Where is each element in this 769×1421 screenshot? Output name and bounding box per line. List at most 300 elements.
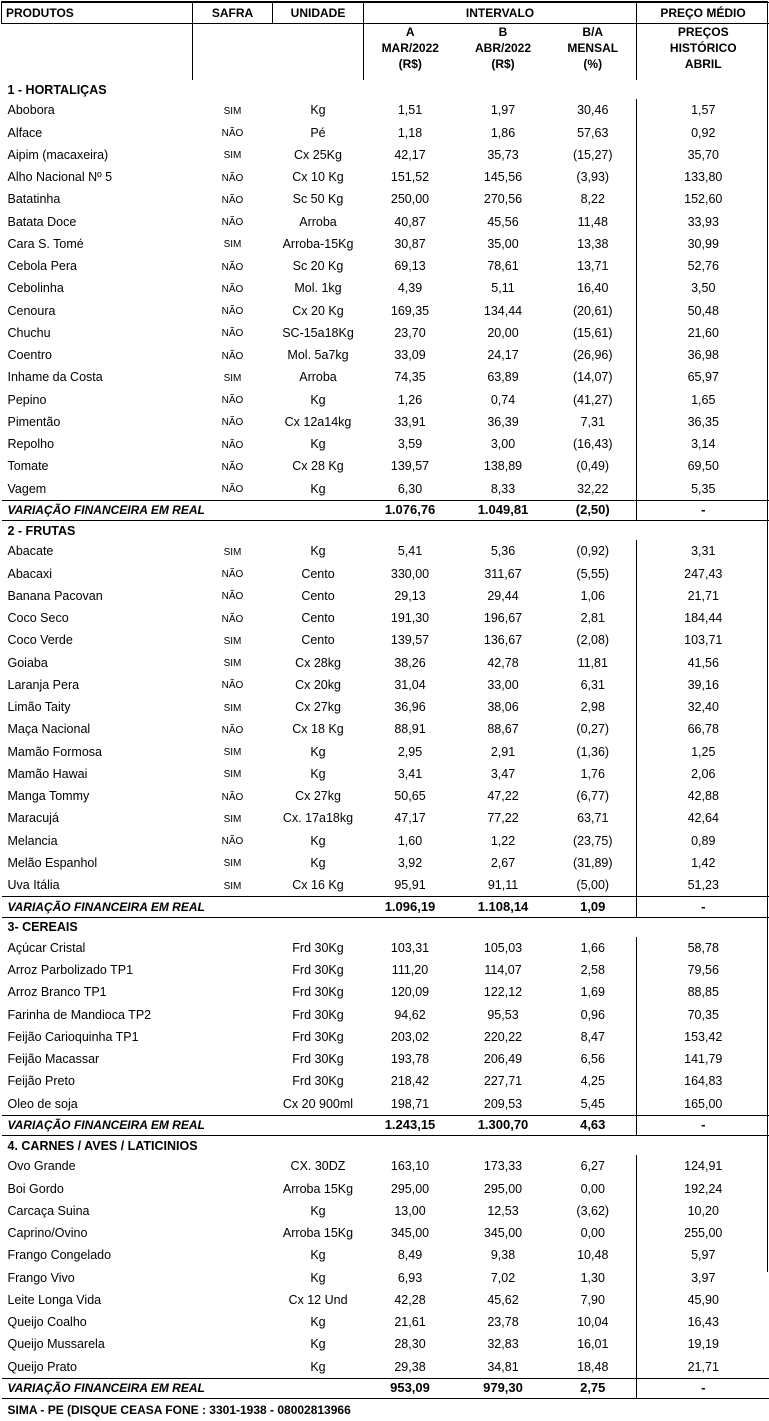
product-name: Maracujá — [2, 807, 193, 829]
safra-value: SIM — [193, 144, 273, 166]
unit-value: Kg — [273, 1200, 364, 1222]
unit-value: Cento — [273, 629, 364, 651]
subheader-a-line2: MAR/2022 — [364, 40, 457, 56]
price-b: 0,74 — [457, 389, 550, 411]
table-row — [2, 1222, 769, 1244]
price-a: 3,92 — [364, 852, 457, 874]
section-title: 4. CARNES / AVES / LATICINIOS — [2, 1136, 769, 1156]
unit-value: Kg — [273, 1244, 364, 1266]
price-b: 29,44 — [457, 585, 550, 607]
variation-ba: 2,81 — [550, 607, 637, 629]
header-row — [2, 3, 769, 24]
variation-ba: (23,75) — [550, 830, 637, 852]
price-b: 45,56 — [457, 211, 550, 233]
historic-price: 79,56 — [637, 959, 769, 981]
variation-ba: 30,46 — [550, 99, 637, 121]
historic-price: 2,06 — [637, 763, 769, 785]
variation-ba: 5,45 — [550, 1093, 637, 1116]
total-b: 979,30 — [457, 1378, 550, 1398]
price-a: 193,78 — [364, 1048, 457, 1070]
table-row — [2, 1155, 769, 1177]
price-a: 30,87 — [364, 233, 457, 255]
variation-ba: 13,38 — [550, 233, 637, 255]
unit-value: Frd 30Kg — [273, 959, 364, 981]
price-b: 5,36 — [457, 540, 550, 562]
historic-price: 36,98 — [637, 344, 769, 366]
table-row — [2, 674, 769, 696]
price-a: 163,10 — [364, 1155, 457, 1177]
safra-value — [193, 1004, 273, 1026]
price-a: 5,41 — [364, 540, 457, 562]
table-row — [2, 607, 769, 629]
unit-value: Cx 18 Kg — [273, 718, 364, 740]
price-b: 33,00 — [457, 674, 550, 696]
price-b: 63,89 — [457, 366, 550, 388]
price-a: 50,65 — [364, 785, 457, 807]
safra-value: NÃO — [193, 344, 273, 366]
price-a: 42,28 — [364, 1289, 457, 1311]
variation-ba: 63,71 — [550, 807, 637, 829]
product-name: Feijão Carioquinha TP1 — [2, 1026, 193, 1048]
unit-value: Cx 27kg — [273, 696, 364, 718]
unit-value: Kg — [273, 1311, 364, 1333]
variation-ba: (20,61) — [550, 300, 637, 322]
historic-price: 39,16 — [637, 674, 769, 696]
price-a: 218,42 — [364, 1070, 457, 1092]
table-row — [2, 959, 769, 981]
price-a: 6,30 — [364, 478, 457, 501]
product-name: Abobora — [2, 99, 193, 121]
header-intervalo: INTERVALO — [364, 3, 637, 24]
table-row — [2, 166, 769, 188]
subheader-a — [364, 24, 457, 81]
price-b: 77,22 — [457, 807, 550, 829]
product-name: Feijão Macassar — [2, 1048, 193, 1070]
unit-value: Kg — [273, 1333, 364, 1355]
price-b: 35,73 — [457, 144, 550, 166]
price-b: 295,00 — [457, 1178, 550, 1200]
unit-value: Kg — [273, 478, 364, 501]
safra-value: NÃO — [193, 433, 273, 455]
price-a: 33,09 — [364, 344, 457, 366]
product-name: Boi Gordo — [2, 1178, 193, 1200]
subheader-ba — [550, 24, 637, 81]
price-table — [1, 2, 769, 1421]
safra-value: NÃO — [193, 411, 273, 433]
price-a: 250,00 — [364, 188, 457, 210]
historic-price: 103,71 — [637, 629, 769, 651]
product-name: Vagem — [2, 478, 193, 501]
table-row — [2, 389, 769, 411]
safra-value: SIM — [193, 874, 273, 897]
price-b: 38,06 — [457, 696, 550, 718]
safra-value — [193, 937, 273, 959]
price-b: 9,38 — [457, 1244, 550, 1266]
historic-price: 124,91 — [637, 1155, 769, 1177]
unit-value: Cx 20 Kg — [273, 300, 364, 322]
table-row — [2, 937, 769, 959]
product-name: Batata Doce — [2, 211, 193, 233]
table-row — [2, 763, 769, 785]
product-name: Manga Tommy — [2, 785, 193, 807]
product-name: Mamão Hawai — [2, 763, 193, 785]
product-name: Queijo Coalho — [2, 1311, 193, 1333]
price-a: 29,38 — [364, 1356, 457, 1379]
variation-ba: 1,30 — [550, 1267, 637, 1289]
historic-price: 35,70 — [637, 144, 769, 166]
subheader-hist-line1: PREÇOS — [637, 24, 769, 40]
total-label: VARIAÇÃO FINANCEIRA EM REAL — [2, 897, 364, 917]
product-name: Feijão Preto — [2, 1070, 193, 1092]
price-a: 103,31 — [364, 937, 457, 959]
safra-value: SIM — [193, 763, 273, 785]
table-row — [2, 411, 769, 433]
unit-value: Cx 28kg — [273, 652, 364, 674]
price-a: 3,59 — [364, 433, 457, 455]
unit-value: Kg — [273, 540, 364, 562]
safra-value: NÃO — [193, 674, 273, 696]
safra-value: NÃO — [193, 277, 273, 299]
price-a: 8,49 — [364, 1244, 457, 1266]
historic-price: 32,40 — [637, 696, 769, 718]
price-b: 45,62 — [457, 1289, 550, 1311]
price-b: 227,71 — [457, 1070, 550, 1092]
table-row — [2, 233, 769, 255]
price-a: 198,71 — [364, 1093, 457, 1116]
product-name: Alho Nacional Nº 5 — [2, 166, 193, 188]
unit-value: Kg — [273, 1267, 364, 1289]
historic-price: 192,24 — [637, 1178, 769, 1200]
price-a: 21,61 — [364, 1311, 457, 1333]
historic-price: 16,43 — [637, 1311, 769, 1333]
total-ba: 1,09 — [550, 897, 637, 917]
product-name: Arroz Branco TP1 — [2, 981, 193, 1003]
total-ba: 4,63 — [550, 1115, 637, 1135]
total-ba: (2,50) — [550, 500, 637, 520]
price-b: 196,67 — [457, 607, 550, 629]
historic-price: 65,97 — [637, 366, 769, 388]
historic-price: 133,80 — [637, 166, 769, 188]
price-a: 1,26 — [364, 389, 457, 411]
table-row — [2, 1004, 769, 1026]
safra-value — [193, 1267, 273, 1289]
product-name: Melão Espanhol — [2, 852, 193, 874]
historic-price: 21,71 — [637, 585, 769, 607]
table-row — [2, 874, 769, 897]
product-name: Cara S. Tomé — [2, 233, 193, 255]
product-name: Banana Pacovan — [2, 585, 193, 607]
safra-value: NÃO — [193, 211, 273, 233]
historic-price: 21,71 — [637, 1356, 769, 1379]
historic-price: 30,99 — [637, 233, 769, 255]
safra-value — [193, 1244, 273, 1266]
historic-price: 69,50 — [637, 455, 769, 477]
historic-price: 19,19 — [637, 1333, 769, 1355]
product-name: Aipim (macaxeira) — [2, 144, 193, 166]
variation-ba: 8,47 — [550, 1026, 637, 1048]
table-row — [2, 718, 769, 740]
price-b: 32,83 — [457, 1333, 550, 1355]
table-row — [2, 122, 769, 144]
safra-value: SIM — [193, 629, 273, 651]
price-b: 138,89 — [457, 455, 550, 477]
variation-ba: (31,89) — [550, 852, 637, 874]
price-a: 120,09 — [364, 981, 457, 1003]
historic-price: 0,89 — [637, 830, 769, 852]
price-a: 23,70 — [364, 322, 457, 344]
variation-ba: 6,31 — [550, 674, 637, 696]
table-row — [2, 852, 769, 874]
price-a: 330,00 — [364, 563, 457, 585]
variation-ba: (2,08) — [550, 629, 637, 651]
price-a: 13,00 — [364, 1200, 457, 1222]
unit-value: Frd 30Kg — [273, 937, 364, 959]
product-name: Frango Congelado — [2, 1244, 193, 1266]
variation-ba: 32,22 — [550, 478, 637, 501]
total-label: VARIAÇÃO FINANCEIRA EM REAL — [2, 1378, 364, 1398]
variation-ba: (0,92) — [550, 540, 637, 562]
unit-value: Sc 50 Kg — [273, 188, 364, 210]
total-label: VARIAÇÃO FINANCEIRA EM REAL — [2, 1115, 364, 1135]
unit-value: Cx 20kg — [273, 674, 364, 696]
product-name: Frango Vivo — [2, 1267, 193, 1289]
unit-value: Cx 20 900ml — [273, 1093, 364, 1116]
variation-ba: (5,00) — [550, 874, 637, 897]
table-row — [2, 344, 769, 366]
price-a: 3,41 — [364, 763, 457, 785]
historic-price: 1,25 — [637, 741, 769, 763]
variation-ba: 16,01 — [550, 1333, 637, 1355]
price-a: 191,30 — [364, 607, 457, 629]
historic-price: 3,97 — [637, 1267, 769, 1289]
historic-price: 1,42 — [637, 852, 769, 874]
unit-value: Arroba-15Kg — [273, 233, 364, 255]
safra-value — [193, 1356, 273, 1379]
unit-value: Frd 30Kg — [273, 981, 364, 1003]
unit-value: Sc 20 Kg — [273, 255, 364, 277]
total-b: 1.049,81 — [457, 500, 550, 520]
product-name: Queijo Prato — [2, 1356, 193, 1379]
table-row — [2, 366, 769, 388]
unit-value: Frd 30Kg — [273, 1070, 364, 1092]
unit-value: Kg — [273, 852, 364, 874]
unit-value: Kg — [273, 1356, 364, 1379]
variation-ba: 18,48 — [550, 1356, 637, 1379]
price-a: 139,57 — [364, 455, 457, 477]
subheader-ba-line3: (%) — [550, 56, 637, 72]
price-b: 3,47 — [457, 763, 550, 785]
price-a: 29,13 — [364, 585, 457, 607]
product-name: Cenoura — [2, 300, 193, 322]
table-row — [2, 455, 769, 477]
price-a: 169,35 — [364, 300, 457, 322]
price-a: 36,96 — [364, 696, 457, 718]
table-row — [2, 1093, 769, 1116]
safra-value — [193, 1048, 273, 1070]
safra-value — [193, 1093, 273, 1116]
price-a: 6,93 — [364, 1267, 457, 1289]
historic-price: 5,35 — [637, 478, 769, 501]
unit-value: Cx. 17a18kg — [273, 807, 364, 829]
variation-ba: 4,25 — [550, 1070, 637, 1092]
product-name: Batatinha — [2, 188, 193, 210]
historic-price: 41,56 — [637, 652, 769, 674]
price-b: 2,67 — [457, 852, 550, 874]
variation-ba: 6,27 — [550, 1155, 637, 1177]
table-row — [2, 741, 769, 763]
price-b: 122,12 — [457, 981, 550, 1003]
safra-value — [193, 1200, 273, 1222]
product-name: Inhame da Costa — [2, 366, 193, 388]
total-hist: - — [637, 897, 769, 917]
unit-value: Arroba 15Kg — [273, 1222, 364, 1244]
unit-value: CX. 30DZ — [273, 1155, 364, 1177]
table-row — [2, 585, 769, 607]
historic-price: 141,79 — [637, 1048, 769, 1070]
historic-price: 42,88 — [637, 785, 769, 807]
price-b: 1,97 — [457, 99, 550, 121]
price-a: 139,57 — [364, 629, 457, 651]
section-title-row — [2, 521, 769, 541]
product-name: Abacaxi — [2, 563, 193, 585]
safra-value — [193, 1070, 273, 1092]
table-row — [2, 211, 769, 233]
price-b: 3,00 — [457, 433, 550, 455]
subheader-b-line3: (R$) — [457, 56, 550, 72]
safra-value — [193, 1178, 273, 1200]
historic-price: 42,64 — [637, 807, 769, 829]
variation-ba: 11,81 — [550, 652, 637, 674]
safra-value: SIM — [193, 741, 273, 763]
price-b: 8,33 — [457, 478, 550, 501]
price-a: 47,17 — [364, 807, 457, 829]
product-name: Pimentão — [2, 411, 193, 433]
variation-ba: (41,27) — [550, 389, 637, 411]
table-row — [2, 255, 769, 277]
product-name: Tomate — [2, 455, 193, 477]
variation-ba: 10,04 — [550, 1311, 637, 1333]
variation-ba: (16,43) — [550, 433, 637, 455]
section-title-row — [2, 80, 769, 99]
price-a: 345,00 — [364, 1222, 457, 1244]
unit-value: Cx 16 Kg — [273, 874, 364, 897]
price-b: 105,03 — [457, 937, 550, 959]
unit-value: Mol. 1kg — [273, 277, 364, 299]
total-b: 1.108,14 — [457, 897, 550, 917]
product-name: Chuchu — [2, 322, 193, 344]
product-name: Alface — [2, 122, 193, 144]
price-a: 1,60 — [364, 830, 457, 852]
safra-value: SIM — [193, 652, 273, 674]
price-a: 1,18 — [364, 122, 457, 144]
header-unidade: UNIDADE — [273, 3, 364, 24]
product-name: Cebola Pera — [2, 255, 193, 277]
historic-price: 88,85 — [637, 981, 769, 1003]
safra-value: NÃO — [193, 585, 273, 607]
historic-price: 1,57 — [637, 99, 769, 121]
price-b: 95,53 — [457, 1004, 550, 1026]
price-b: 220,22 — [457, 1026, 550, 1048]
safra-value: NÃO — [193, 389, 273, 411]
variation-ba: (14,07) — [550, 366, 637, 388]
variation-ba: 11,48 — [550, 211, 637, 233]
variation-ba: (26,96) — [550, 344, 637, 366]
price-b: 34,81 — [457, 1356, 550, 1379]
safra-value — [193, 1333, 273, 1355]
unit-value: Kg — [273, 741, 364, 763]
subheader-hist-line2: HISTÓRICO — [637, 40, 769, 56]
unit-value: Cx 27kg — [273, 785, 364, 807]
price-a: 2,95 — [364, 741, 457, 763]
product-name: Goiaba — [2, 652, 193, 674]
variation-ba: (15,27) — [550, 144, 637, 166]
variation-ba: (5,55) — [550, 563, 637, 585]
safra-value — [193, 1155, 273, 1177]
product-name: Pepino — [2, 389, 193, 411]
historic-price: 153,42 — [637, 1026, 769, 1048]
unit-value: Kg — [273, 830, 364, 852]
price-b: 91,11 — [457, 874, 550, 897]
total-row — [2, 1378, 769, 1398]
historic-price: 45,90 — [637, 1289, 769, 1311]
table-row — [2, 1244, 769, 1266]
unit-value: Frd 30Kg — [273, 1004, 364, 1026]
safra-value: NÃO — [193, 255, 273, 277]
unit-value: Cx 25Kg — [273, 144, 364, 166]
safra-value: SIM — [193, 540, 273, 562]
unit-value: Cento — [273, 607, 364, 629]
price-b: 209,53 — [457, 1093, 550, 1116]
price-b: 2,91 — [457, 741, 550, 763]
table-row — [2, 1200, 769, 1222]
table-row — [2, 478, 769, 501]
product-name: Laranja Pera — [2, 674, 193, 696]
subheader-ba-line1: B/A — [550, 24, 637, 40]
product-name: Coco Verde — [2, 629, 193, 651]
historic-price: 3,14 — [637, 433, 769, 455]
historic-price: 66,78 — [637, 718, 769, 740]
total-hist: - — [637, 1115, 769, 1135]
table-row — [2, 1311, 769, 1333]
product-name: Arroz Parbolizado TP1 — [2, 959, 193, 981]
price-b: 23,78 — [457, 1311, 550, 1333]
variation-ba: 0,00 — [550, 1178, 637, 1200]
safra-value: SIM — [193, 99, 273, 121]
price-b: 24,17 — [457, 344, 550, 366]
price-b: 42,78 — [457, 652, 550, 674]
total-row — [2, 500, 769, 520]
variation-ba: 6,56 — [550, 1048, 637, 1070]
total-hist: - — [637, 1378, 769, 1398]
historic-price: 184,44 — [637, 607, 769, 629]
variation-ba: 13,71 — [550, 255, 637, 277]
table-row — [2, 300, 769, 322]
subheader-b-line1: B — [457, 24, 550, 40]
subheader-hist — [637, 24, 769, 81]
table-row — [2, 1267, 769, 1289]
variation-ba: (6,77) — [550, 785, 637, 807]
table-row — [2, 1356, 769, 1379]
safra-value: NÃO — [193, 455, 273, 477]
product-name: Repolho — [2, 433, 193, 455]
variation-ba: 16,40 — [550, 277, 637, 299]
historic-price: 165,00 — [637, 1093, 769, 1116]
unit-value: Cx 12a14kg — [273, 411, 364, 433]
historic-price: 164,83 — [637, 1070, 769, 1092]
subheader-b-line2: ABR/2022 — [457, 40, 550, 56]
table-row — [2, 652, 769, 674]
table-row — [2, 629, 769, 651]
